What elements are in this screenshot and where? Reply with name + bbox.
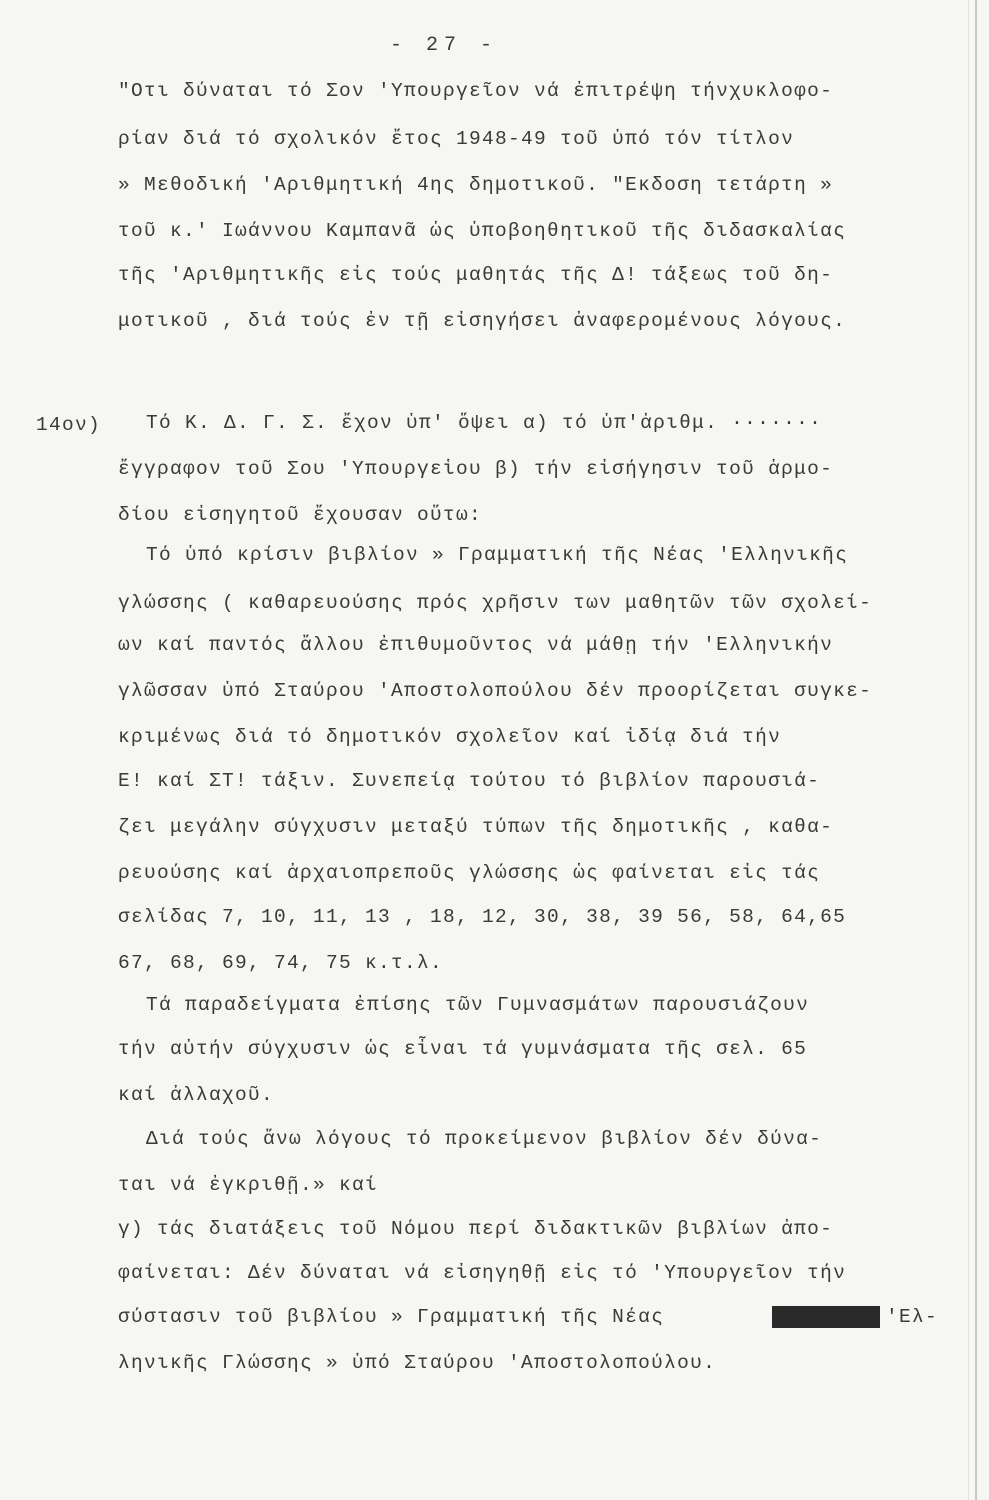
text-line: ων καί παντός ἄλλου ἐπιθυμοῦντος νά μάθῃ τήν 'Ελληνικήν [118,634,834,656]
text-line: 'Ελ- [886,1306,939,1328]
text-line: γ) τάς διατάξεις τοῦ Νόμου περί διδακτικῶν βιβλίων ἀπο- [118,1218,834,1240]
text-line: γλῶσσαν ὑπό Σταύρου 'Αποστολοπούλου δέν προορίζεται συγκε- [118,680,873,702]
item-number: 14ον) [36,414,102,436]
text-line: ρίαν διά τό σχολικόν ἔτος 1948-49 τοῦ ὑπό τόν τίτλον [118,128,795,150]
text-line: τήν αὐτήν σύγχυσιν ὡς εἶναι τά γυμνάσματα τῆς σελ. 65 [118,1038,808,1060]
text-line: γλώσσης ( καθαρευούσης πρός χρῆσιν των μαθητῶν τῶν σχολεί- [118,592,873,614]
text-line: μοτικοῦ , διά τούς ἐν τῇ εἰσηγήσει ἀναφερομένους λόγους. [118,310,847,332]
page-number: - 27 - [390,34,499,57]
text-line: δίου εἰσηγητοῦ ἔχουσαν οὕτω: [118,504,483,526]
text-line: τοῦ κ.' Ιωάννου Καμπανᾶ ὡς ὑποβοηθητικοῦ τῆς διδασκαλίας [118,220,847,242]
text-line: φαίνεται: Δέν δύναται νά εἰσηγηθῇ εἰς τό 'Υπουργεῖον τήν [118,1262,847,1284]
text-line: ἔγγραφον τοῦ Σου 'Υπουργεἱου β) τήν εἰσήγησιν τοῦ ἁρμο- [118,458,834,480]
text-line: καί ἀλλαχοῦ. [118,1084,275,1106]
text-line: ζει μεγάλην σύγχυσιν μεταξύ τύπων τῆς δημοτικῆς , καθα- [118,816,834,838]
struck-out-word [772,1306,880,1328]
text-line: Ε! καί ΣΤ! τάξιν. Συνεπείᾳ τούτου τό βιβλίον παρουσιά- [118,770,821,792]
page-edge-inner [968,0,969,1500]
text-line: Τά παραδείγματα ἐπίσης τῶν Γυμνασμάτων παρουσιάζουν [146,994,810,1016]
text-line: ρευούσης καί ἀρχαιοπρεποῦς γλώσσης ὡς φαίνεται εἰς τάς [118,862,821,884]
text-line: τῆς 'Αριθμητικῆς εἰς τούς μαθητάς τῆς Δ! τάξεως τοῦ δη- [118,264,834,286]
text-line: ται νά ἐγκριθῇ.» καί [118,1174,379,1196]
text-line: Τό Κ. Δ. Γ. Σ. ἔχον ὑπ' ὄψει α) τό ὑπ'ἀριθμ. ······· [146,412,823,434]
text-line: σύστασιν τοῦ βιβλίου » Γραμματική τῆς Νέας [118,1306,665,1328]
text-line: Τό ὑπό κρίσιν βιβλίον » Γραμματική τῆς Νέας 'Ελληνικῆς [146,544,849,566]
text-line: Διά τούς ἄνω λόγους τό προκείμενον βιβλίον δέν δύνα- [146,1128,823,1150]
text-line: ληνικῆς Γλώσσης » ὑπό Σταύρου 'Αποστολοπούλου. [118,1352,717,1374]
page-edge [975,0,977,1500]
text-line: 67, 68, 69, 74, 75 κ.τ.λ. [118,952,444,974]
text-line: κριμένως διά τό δημοτικόν σχολεῖον καί ἰδίᾳ διά τήν [118,726,782,748]
text-line: » Μεθοδική 'Αριθμητική 4ης δημοτικοῦ. "Εκδοση τετάρτη » [118,174,834,196]
text-line: σελίδας 7, 10, 11, 13 , 18, 12, 30, 38, 39 56, 58, 64,65 [118,906,847,928]
text-line: "Οτι δύναται τό Σον 'Υπουργεῖον νά ἐπιτρέψη τήνχυκλοφο- [118,80,834,102]
